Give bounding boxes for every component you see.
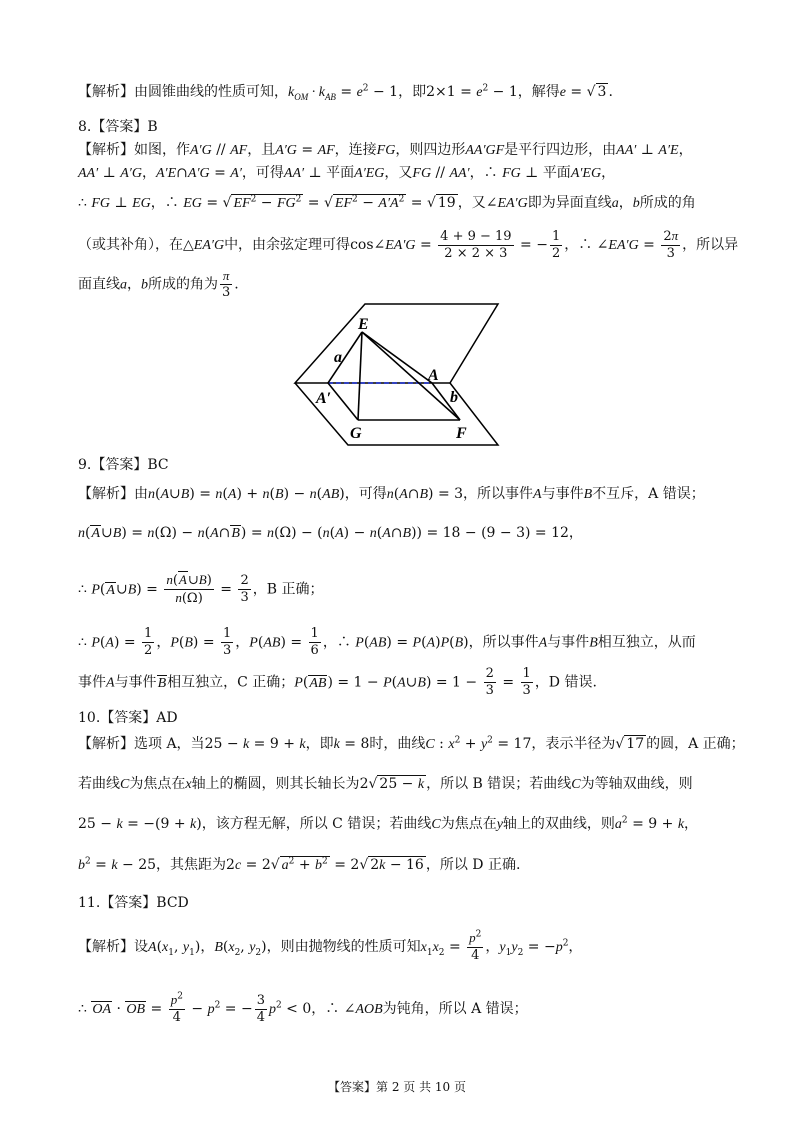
- text: ，其焦距为: [156, 857, 227, 873]
- analysis-label: 【解析】: [78, 736, 134, 752]
- q8-answer-line: [78, 117, 158, 137]
- question-number: 11.: [78, 895, 101, 911]
- text: 即为异面直线: [527, 195, 612, 211]
- text: 平面: [542, 165, 571, 181]
- text: 为钝角，所以 A 错误；: [382, 1001, 528, 1017]
- text: ，又: [384, 165, 413, 181]
- text: 事件: [78, 674, 106, 691]
- label-a: A: [428, 367, 439, 384]
- q10-solution-line-4: $b^2 = k - 25$，其焦距为2c = 2√ $a^2 + b^2 = 2√$ 2k − 16 ，所以 D 正确.: [78, 856, 521, 873]
- q11-answer-line: [78, 893, 189, 913]
- text: ，则四边形: [395, 142, 466, 158]
- text: 轴上的椭圆，则其长轴长为: [191, 776, 360, 792]
- label-a-prime: A′: [316, 390, 332, 407]
- text: 面直线: [78, 276, 120, 293]
- text: ，: [564, 237, 579, 253]
- edge-e-a: [362, 332, 432, 383]
- answer-value: BC: [147, 457, 169, 473]
- text: ，: [678, 142, 693, 158]
- text: .: [608, 84, 613, 100]
- text: 由圆锥曲线的性质可知，: [134, 84, 288, 100]
- text: 相互独立，C 正确；: [167, 674, 295, 691]
- footer-tag: 【答案】: [328, 1080, 377, 1094]
- text: ，所以异: [682, 237, 739, 253]
- answer-label: 【答案】: [91, 119, 148, 135]
- label-g: G: [350, 425, 362, 442]
- text: ，所以事件: [468, 634, 539, 651]
- q10-solution-line-2: 若曲线C为焦点在x轴上的椭圆，则其长轴长为2√ 25 − k ，所以 B 错误；若曲线C为等轴双曲线，则: [78, 776, 693, 792]
- q9-solution-line-3: ∴ P(A∪B) = $\frac{n(A\cup B)}{n(\Omega)}$ = $\frac{2}{3}$ ，B 正确；: [78, 572, 324, 606]
- text: ，即: [305, 736, 334, 752]
- q10-answer-line: [78, 708, 178, 728]
- text: 平面: [326, 165, 355, 181]
- page-number: 第 2 页 共 10 页: [376, 1080, 466, 1094]
- text: 所成的角: [639, 195, 696, 211]
- q8-solution-line-2: AA′ ⊥ A′G，A′E∩A′G = A′，可得AA′ ⊥ 平面A′EG，又FG // AA′，∴ FG ⊥ 平面A′EG，: [78, 165, 616, 181]
- q9-answer-line: [78, 455, 169, 475]
- q8-solution-line-3: ∴ FG ⊥ EG，∴ EG = √ $EF^2 - FG^2$ = √ $EF^2 - A'A^2$ = √ 19 ，又∠EA′G即为异面直线a，b所成的角: [78, 194, 696, 211]
- label-f: F: [456, 425, 467, 442]
- upper-plane: [295, 304, 498, 383]
- text: .: [234, 276, 239, 293]
- text: 时，曲线: [369, 736, 426, 752]
- label-a-lower: a: [334, 349, 342, 366]
- edge-aprime-g: [328, 383, 358, 420]
- q10-solution-line-1: 【解析】选项 A，当25 − k = 9 + k，即k = 8时，曲线C : $x^2 + y^2 = 17$，表示半径为√ 17 的圆，A 正确；: [78, 735, 745, 752]
- edge-e-f: [362, 332, 460, 420]
- q9-solution-line-5: 事件A与事件B相互独立，C 正确；P(AB) = 1 − P(A∪B) = 1 − $\frac{2}{3}$ = $\frac{1}{3}$ ，D 错误.: [78, 666, 597, 698]
- q8-solution-line-5: 面直线a，b所成的角为 $\frac{\pi}{3}$ .: [78, 268, 239, 300]
- text: 与事件: [541, 486, 584, 502]
- text: 轴上的双曲线，则: [502, 816, 615, 832]
- text: 的圆，A 正确；: [646, 736, 745, 752]
- page-footer: [0, 1078, 794, 1095]
- text: ，所以 B 错误；若曲线: [426, 776, 572, 792]
- text: 由: [134, 486, 148, 502]
- q10-solution-line-3: 25 − k = −(9 + k)，该方程无解，所以 C 错误；若曲线C为焦点在y轴上的双曲线，则$a^2 = 9 + k$，: [78, 815, 699, 832]
- text: 若曲线: [78, 776, 120, 792]
- q9-solution-line-4: ∴ P(A) = $\frac{1}{2}$ ，P(B) = $\frac{1}{3}$ ，P(AB) = $\frac{1}{6}$ ，∴ P(AB) = P(A)P(B)，所以事件A与事件B相互独立，从而: [78, 626, 696, 658]
- text: ，: [150, 195, 165, 211]
- text: 中，由余弦定理可得: [224, 237, 351, 253]
- q8-solution-line-1: 【解析】如图，作A′G // AF，且A′G = AF，连接FG，则四边形AA′GF是平行四边形，由AA′ ⊥ A′E，: [78, 142, 693, 158]
- text: ，: [568, 525, 583, 541]
- text: ，: [200, 939, 215, 955]
- q9-solution-line-1: 【解析】由n(A∪B) = n(A) + n(B) − n(AB)，可得n(A∩B) = 3，所以事件A与事件B不互斥，A 错误；: [78, 486, 705, 502]
- text: ，则由抛物线的性质可知: [266, 939, 421, 955]
- analysis-label: 【解析】: [78, 142, 134, 158]
- text: ，: [235, 634, 250, 651]
- text: ，该方程无解，所以 C 错误；若曲线: [201, 816, 432, 832]
- text: ，: [618, 195, 633, 211]
- text: 如图，作: [134, 142, 190, 158]
- text: ，D 错误.: [534, 674, 597, 691]
- text: ，B 正确；: [252, 581, 324, 598]
- text: 相互独立，从而: [597, 634, 696, 651]
- text: ，: [322, 634, 337, 651]
- text: 与事件: [547, 634, 590, 651]
- label-e: E: [358, 316, 369, 333]
- text: 是平行四边形，由: [504, 142, 617, 158]
- text: 所成的角为: [148, 276, 218, 293]
- text: 设: [134, 939, 148, 955]
- text: ，: [141, 165, 156, 181]
- answer-value: B: [147, 119, 158, 135]
- q8-solution-line-4: （或其补角），在△EA′G中，由余弦定理可得cos∠EA′G = $\frac{4 + 9 - 19}{2 \times 2 \times 3}$ = − $\frac{1}{2}$ ，∴ ∠EA′G = $\frac{2\pi}{3}$ ，所以异: [78, 228, 739, 261]
- text: 选项 A，当: [134, 736, 205, 752]
- text: 为焦点在: [129, 776, 186, 792]
- edge-e-g: [358, 332, 362, 420]
- analysis-label: 【解析】: [78, 486, 134, 502]
- text: ，所以事件: [463, 486, 534, 502]
- answer-label: 【答案】: [100, 895, 157, 911]
- text: ，可得: [241, 165, 284, 181]
- text: ，即: [398, 84, 427, 100]
- text: ，可得: [344, 486, 387, 502]
- text: ，: [311, 1001, 326, 1017]
- text: ，: [127, 276, 141, 293]
- text: ，: [485, 939, 500, 955]
- text: ，表示半径为: [531, 736, 616, 752]
- text: （或其补角），在: [78, 237, 183, 253]
- question-number: 8.: [78, 119, 92, 135]
- question-number: 10.: [78, 710, 101, 726]
- analysis-label: 【解析】: [78, 939, 134, 955]
- text: ，连接: [334, 142, 377, 158]
- text: ，解得: [517, 84, 560, 100]
- question-number: 9.: [78, 457, 92, 473]
- q9-solution-line-2: n(A∪B) = n(Ω) − n(A∩B) = n(Ω) − (n(A) − n(A∩B)) = 18 − (9 − 3) = 12，: [78, 525, 583, 541]
- geometry-figure: [290, 300, 505, 452]
- text: ，且: [247, 142, 276, 158]
- text: ，: [684, 816, 699, 832]
- text: ，: [156, 634, 171, 651]
- q11-solution-line-2: ∴ OA · OB = $\frac{p^2}{4}$ − $p^2$ = − $\frac{3}{4}$ $p^2 < 0$，∴ ∠AOB为钝角，所以 A 错误；: [78, 991, 528, 1025]
- text: ，: [601, 165, 616, 181]
- text: ，: [457, 195, 472, 211]
- answer-label: 【答案】: [100, 710, 157, 726]
- q7-solution-line: 【解析】由圆锥曲线的性质可知，$k_{OM} \cdot k_{AB} = e^2 - 1$，即$2\times 1 = e^2 - 1$，解得e = √ 3 .: [78, 83, 613, 102]
- answer-value: AD: [156, 710, 178, 726]
- text: ，: [469, 165, 484, 181]
- text: 为焦点在: [440, 816, 497, 832]
- q11-solution-line-1: 【解析】设$A(x_1$, $y_1$)，$B(x_2$, $y_2$)，则由抛物线的性质可知$x_1x_2$ = $\frac{p^2}{4}$ ，$y_1y_2 = -p^2$，: [78, 929, 583, 963]
- text: 与事件: [114, 674, 157, 691]
- answer-label: 【答案】: [91, 457, 148, 473]
- text: ，所以 D 正确.: [425, 857, 521, 873]
- text: 为等轴双曲线，则: [580, 776, 693, 792]
- analysis-label: 【解析】: [78, 84, 134, 100]
- answer-value: BCD: [156, 895, 189, 911]
- text: ，: [568, 939, 583, 955]
- text: 不互斥，A 错误；: [592, 486, 705, 502]
- label-b: b: [450, 389, 458, 406]
